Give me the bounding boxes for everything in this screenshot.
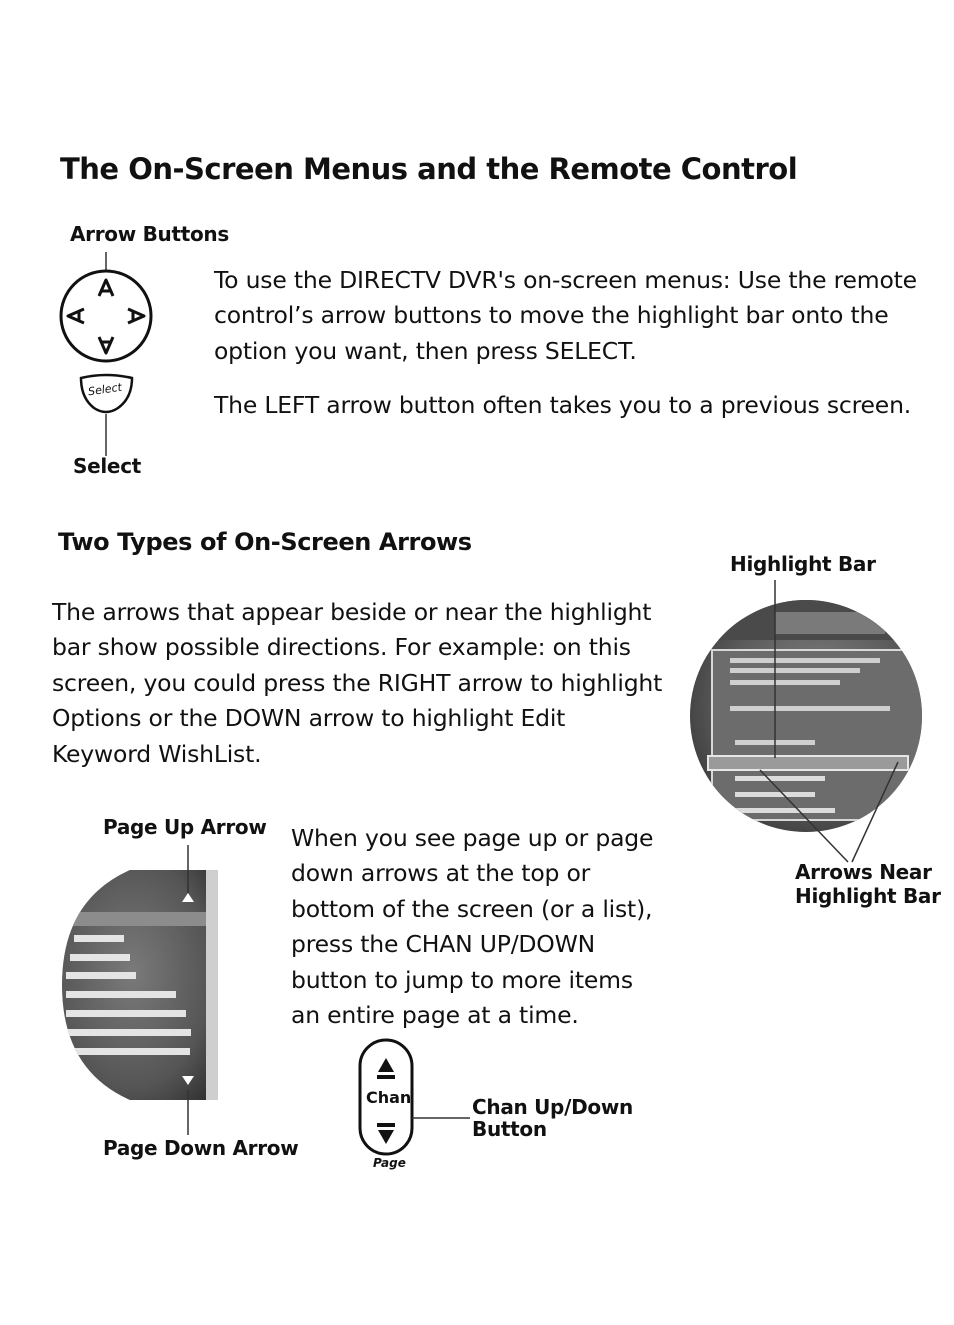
text-line: bar show possible directions. For example: on this — [52, 633, 631, 662]
text-line: option you want, then press SELECT. — [214, 336, 637, 365]
left-arrow-paragraph: The LEFT arrow button often takes you to a previous screen. — [214, 391, 912, 419]
text-line: Options or the DOWN arrow to highlight Edit — [52, 704, 566, 733]
page-key-text: Page — [373, 1156, 406, 1170]
text-line: button to jump to more items — [291, 965, 633, 994]
text-line: press the CHAN UP/DOWN — [291, 930, 596, 959]
page-title: The On-Screen Menus and the Remote Control — [60, 152, 798, 186]
text-line: Keyword WishList. — [52, 739, 262, 768]
label-line: Chan Up/Down — [472, 1095, 633, 1119]
page-down-arrow-label: Page Down Arrow — [103, 1136, 299, 1160]
select-key-text: Select — [87, 380, 123, 399]
text-line: an entire page at a time. — [291, 1001, 579, 1030]
label-line: Button — [472, 1117, 547, 1141]
chan-up-down-button-label — [472, 1096, 633, 1140]
label-line: Arrows Near — [795, 860, 932, 884]
arrow-buttons-label: Arrow Buttons — [70, 222, 229, 246]
text-line: screen, you could press the RIGHT arrow to highlight — [52, 668, 663, 697]
text-line: down arrows at the top or — [291, 859, 591, 888]
section-heading-arrows: Two Types of On-Screen Arrows — [58, 528, 472, 556]
page-up-arrow-label: Page Up Arrow — [103, 815, 267, 839]
text-line: To use the DIRECTV DVR's on-screen menus: Use the remote — [214, 266, 917, 294]
text-line: control’s arrow buttons to move the highlight bar onto the — [214, 301, 889, 330]
text-line: The arrows that appear beside or near the highlight — [52, 598, 652, 626]
label-line: Highlight Bar — [795, 884, 941, 908]
text-line: When you see page up or page — [291, 824, 654, 852]
select-label: Select — [73, 454, 142, 478]
chan-key-text: Chan — [366, 1088, 412, 1107]
text-line: bottom of the screen (or a list), — [291, 894, 653, 923]
highlight-bar-label: Highlight Bar — [730, 552, 876, 576]
